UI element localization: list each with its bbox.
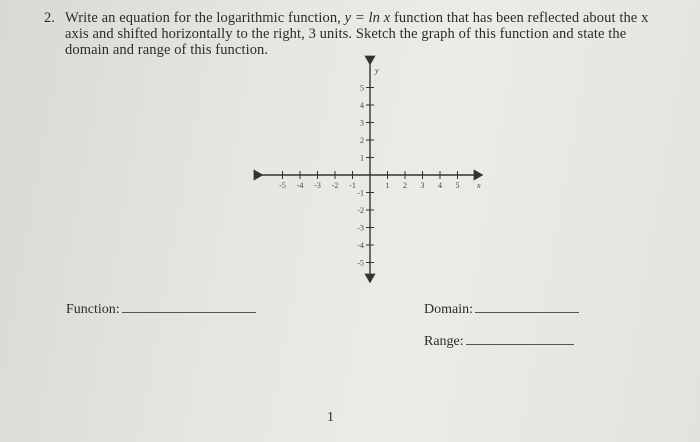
domain-answer [424,302,579,318]
x-tick-label: 2 [403,181,407,190]
y-tick-label: 1 [360,153,364,163]
range-answer-line[interactable] [466,344,574,345]
x-tick-label: -3 [314,181,321,190]
y-tick-label: 4 [360,101,364,110]
question-number: 2. [44,10,55,26]
y-tick-label: -4 [357,241,364,250]
y-tick-label: -1 [357,188,364,198]
function-answer [66,302,256,318]
y-axis-label: y [375,66,379,75]
x-axis-label: x [477,181,481,190]
range-answer [424,334,574,350]
question-text-before: Write an equation for the logarithmic function, [65,10,345,26]
y-tick-label: 2 [360,136,364,145]
function-label: Function: [66,302,120,317]
range-label: Range: [424,334,464,349]
x-tick-label: 1 [385,181,390,190]
question-equation: y = ln x [344,10,391,26]
x-tick-label: 5 [455,181,460,190]
function-answer-line[interactable] [122,312,256,313]
page-number: 1 [327,410,334,425]
y-tick-label: 3 [360,118,364,128]
x-tick-label: -4 [296,181,304,190]
x-tick-label: 4 [438,181,442,190]
domain-answer-line[interactable] [475,312,579,313]
domain-label: Domain: [424,302,473,317]
x-tick-label: -5 [279,181,286,190]
y-tick-label: 5 [360,83,364,93]
y-tick-label: -3 [357,223,364,233]
x-tick-label: -2 [331,181,339,190]
x-tick-label: -1 [349,181,356,190]
x-tick-label: 3 [420,181,425,190]
question-text-after: function that has been reflected about the x axis and shifted horizontally to the right, 3 units. Sketch the graph of this function and state the domain and range of this function. [65,10,649,58]
y-tick-label: -2 [357,206,364,215]
y-tick-label: -5 [357,258,364,268]
